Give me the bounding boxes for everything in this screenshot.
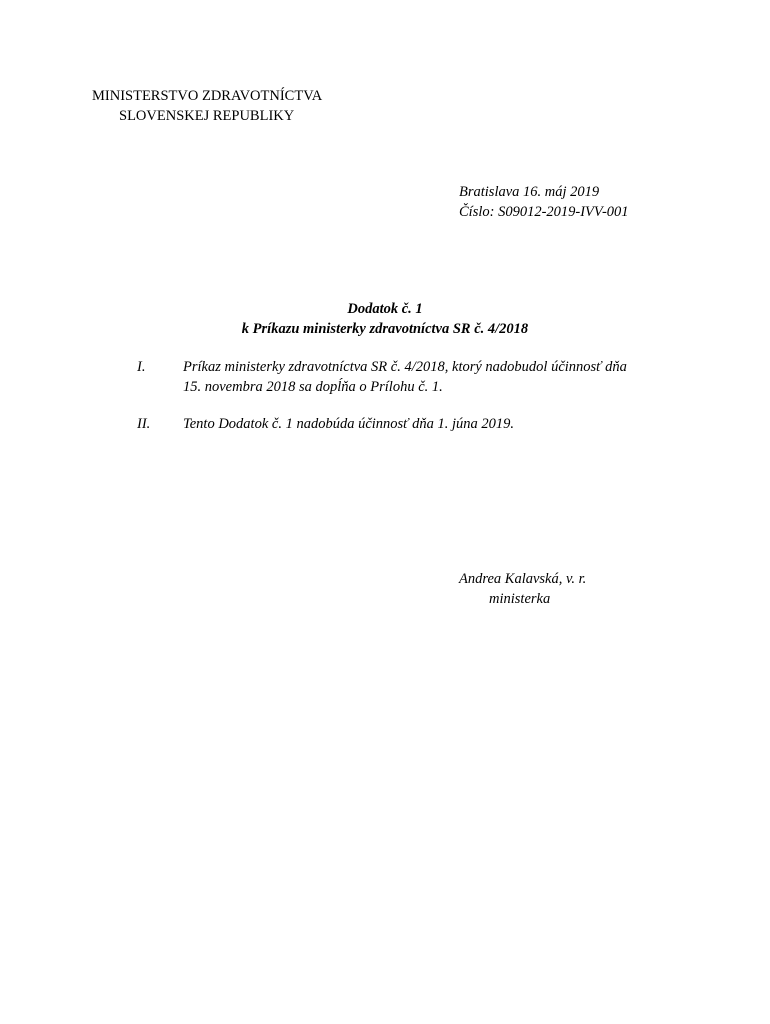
- signatory-name: Andrea Kalavská, v. r.: [459, 571, 587, 587]
- article-text-line: 15. novembra 2018 sa dopĺňa o Prílohu č. 1.: [183, 379, 443, 395]
- ministry-name-line2: SLOVENSKEJ REPUBLIKY: [119, 108, 295, 124]
- article-text: [183, 357, 683, 397]
- document-meta: [459, 182, 629, 222]
- ministry-header: [92, 86, 352, 126]
- article-number: I.: [137, 359, 146, 375]
- document-number: Číslo: S09012-2019-IVV-001: [459, 204, 629, 220]
- ministry-name-line1: MINISTERSTVO ZDRAVOTNÍCTVA: [92, 88, 323, 104]
- article-text-line: Tento Dodatok č. 1 nadobúda účinnosť dňa 1. júna 2019.: [183, 416, 514, 432]
- title-line1: Dodatok č. 1: [347, 301, 423, 317]
- article-text: [183, 414, 683, 434]
- article-text-line: Príkaz ministerky zdravotníctva SR č. 4/2018, ktorý nadobudol účinnosť dňa: [183, 359, 627, 375]
- signatory-role: ministerka: [489, 591, 551, 607]
- document-title: [0, 299, 770, 339]
- place-date: Bratislava 16. máj 2019: [459, 184, 600, 200]
- title-line2: k Príkazu ministerky zdravotníctva SR č. 4/2018: [241, 321, 529, 337]
- signature-block: [459, 569, 586, 609]
- article-number: II.: [137, 416, 151, 432]
